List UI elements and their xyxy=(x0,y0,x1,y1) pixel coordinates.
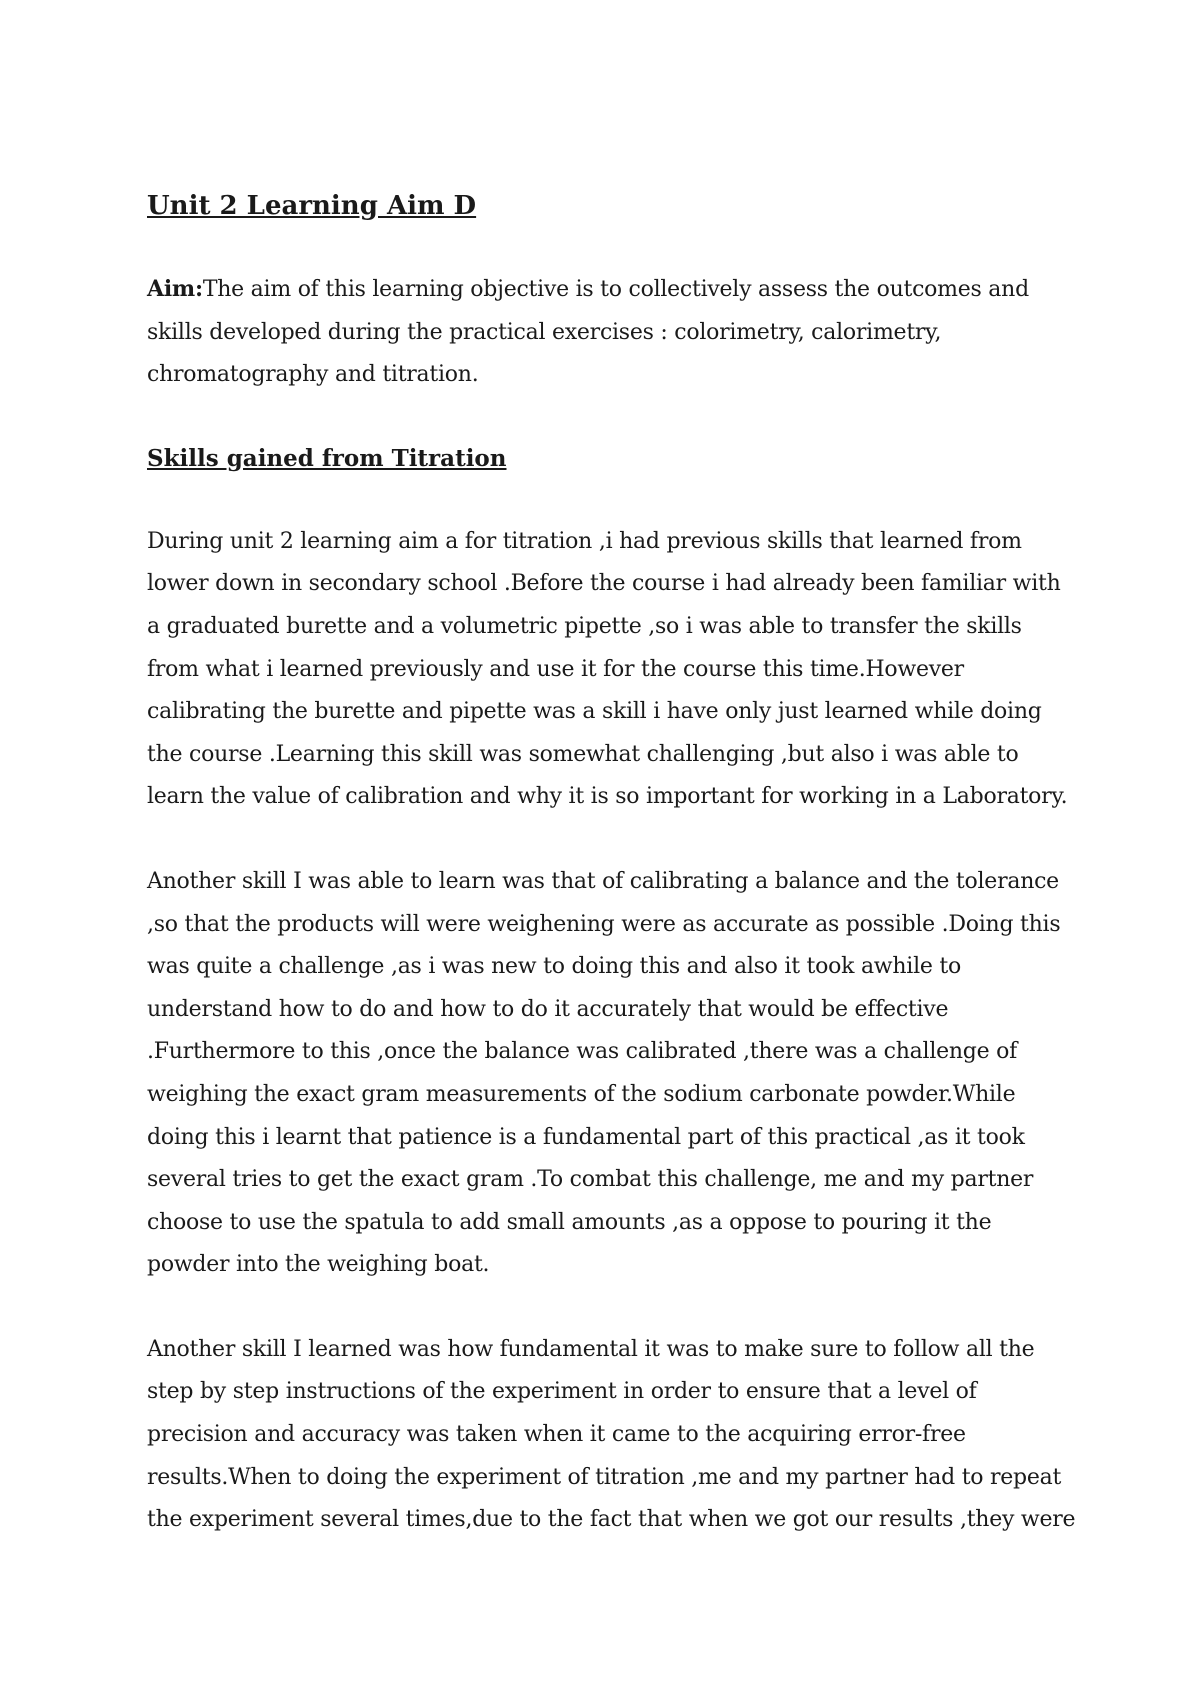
aim-paragraph xyxy=(147,268,1077,397)
section-heading: Skills gained from Titration xyxy=(147,444,507,472)
spacer xyxy=(147,479,1077,521)
body-paragraph-3: Another skill I learned was how fundamental it was to make sure to follow all the step by step instructions of the experiment in order to ensure that a level of precision and accuracy was taken when it came to the acquiring error-free results.When to doing the experiment of titration ,me and my partner had to repeat the experiment several times,due to the fact that when we got our results ,they were xyxy=(147,1336,1076,1533)
spacer xyxy=(147,397,1077,439)
spacer xyxy=(147,819,1077,861)
body-paragraph-1: During unit 2 learning aim a for titration ,i had previous skills that learned from lower down in secondary school .Before the course i had already been familiar with a graduated burette and a volumetric pipette ,so i was able to transfer the skills from what i learned previously and use it for the course this time.However calibrating the burette and pipette was a skill i have only just learned while doing the course .Learning this skill was somewhat challenging ,but also i was able to learn the value of calibration and why it is so important for working in a Laboratory. xyxy=(147,528,1068,810)
body-paragraph-2: Another skill I was able to learn was that of calibrating a balance and the tolerance ,so that the products will were weighening were as accurate as possible .Doing this was quite a challenge ,as i was new to doing this and also it took awhile to understand how to do and how to do it accurately that would be effective .Furthermore to this ,once the balance was calibrated ,there was a challenge of weighing the exact gram measurements of the sodium carbonate powder.While doing this i learnt that patience is a fundamental part of this practical ,as it took several tries to get the exact gram .To combat this challenge, me and my partner choose to use the spatula to add small amounts ,as a oppose to pouring it the powder into the weighing boat. xyxy=(147,868,1061,1278)
aim-text: The aim of this learning objective is to collectively assess the outcomes and skills developed during the practical exercises : colorimetry, calorimetry, chromatography and titration. xyxy=(147,277,1029,388)
document-body xyxy=(147,186,1077,1542)
spacer xyxy=(147,1287,1077,1329)
spacer xyxy=(147,226,1077,268)
document-title: Unit 2 Learning Aim D xyxy=(147,191,477,221)
aim-label: Aim: xyxy=(147,276,203,302)
